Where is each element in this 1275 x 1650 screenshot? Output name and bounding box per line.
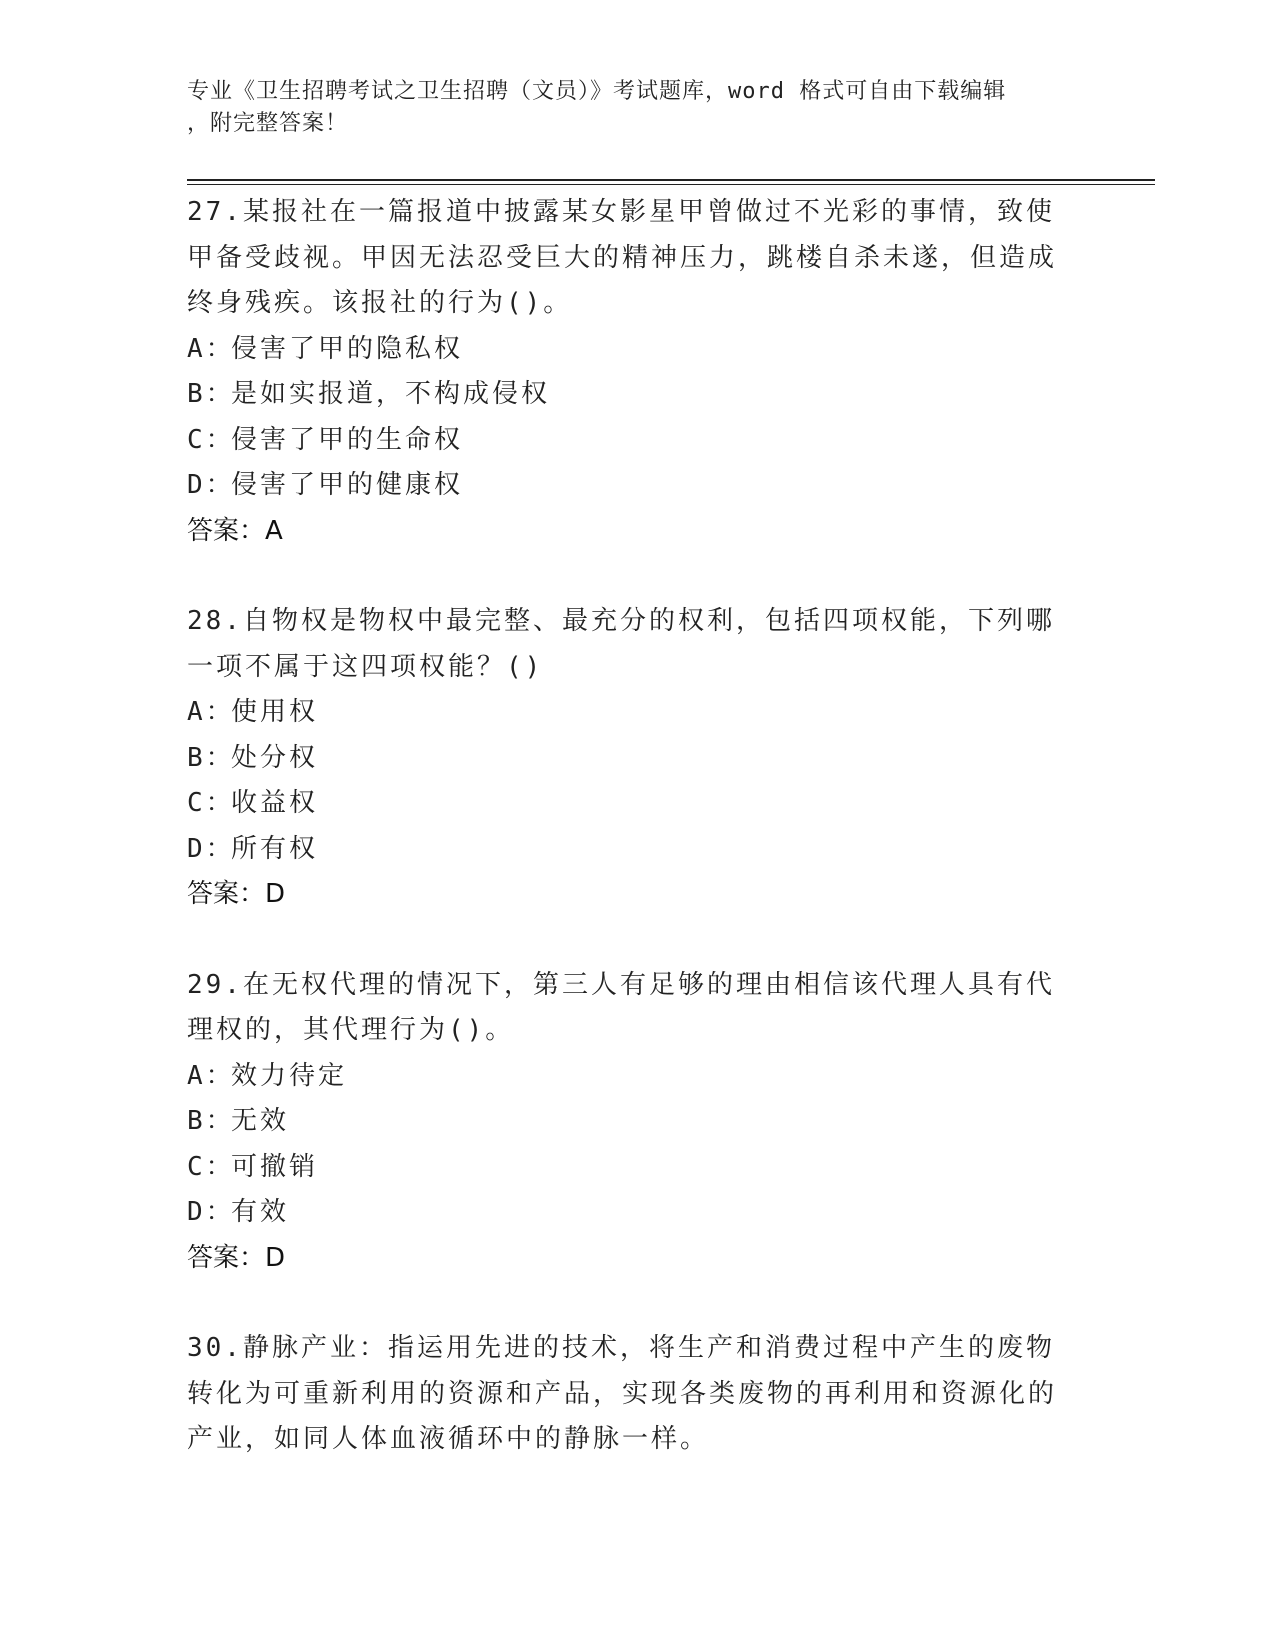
option-key: A： bbox=[187, 1060, 235, 1091]
option-text: 侵害了甲的健康权 bbox=[231, 470, 464, 500]
option-text: 侵害了甲的隐私权 bbox=[231, 333, 464, 364]
option-c bbox=[187, 1145, 1067, 1191]
question-29 bbox=[187, 963, 1067, 1282]
header-line-2: ，附完整答案！ bbox=[187, 111, 349, 136]
option-key: D： bbox=[187, 833, 235, 864]
option-a bbox=[187, 327, 1067, 373]
option-key: B： bbox=[187, 742, 235, 773]
option-key: A： bbox=[187, 333, 235, 364]
option-key: B： bbox=[187, 379, 235, 409]
option-a bbox=[187, 690, 1067, 736]
question-stem: 29.在无权代理的情况下，第三人有足够的理由相信该代理人具有代理权的，其代理行为()。 bbox=[187, 969, 1055, 1045]
question-stem: 30.静脉产业：指运用先进的技术，将生产和消费过程中产生的废物转化为可重新利用的资源和产品，实现各类废物的再利用和资源化的产业，如同人体血液循环中的静脉一样。 bbox=[187, 1333, 1058, 1454]
option-text: 收益权 bbox=[231, 788, 319, 818]
question-27 bbox=[187, 190, 1067, 554]
option-text: 所有权 bbox=[231, 833, 319, 864]
option-text: 效力待定 bbox=[231, 1060, 348, 1091]
question-stem: 28.自物权是物权中最完整、最充分的权利，包括四项权能，下列哪一项不属于这四项权能？() bbox=[187, 606, 1055, 682]
answer-line: 答案：A bbox=[187, 515, 283, 546]
option-key: C： bbox=[187, 788, 235, 818]
option-text: 侵害了甲的生命权 bbox=[231, 424, 464, 455]
answer-line: 答案：D bbox=[187, 1242, 286, 1273]
option-key: D： bbox=[187, 1197, 235, 1227]
option-key: C： bbox=[187, 424, 235, 455]
question-stem: 27.某报社在一篇报道中披露某女影星甲曾做过不光彩的事情，致使甲备受歧视。甲因无法忍受巨大的精神压力，跳楼自杀未遂，但造成终身残疾。该报社的行为()。 bbox=[187, 197, 1058, 318]
question-30 bbox=[187, 1326, 1067, 1463]
question-28 bbox=[187, 599, 1067, 918]
option-c bbox=[187, 781, 1067, 827]
option-key: C： bbox=[187, 1151, 235, 1182]
document-header bbox=[187, 76, 1067, 140]
header-divider-thin bbox=[187, 184, 1155, 185]
question-list bbox=[187, 190, 1067, 1508]
option-text: 是如实报道，不构成侵权 bbox=[231, 379, 551, 409]
option-key: D： bbox=[187, 470, 235, 500]
option-d bbox=[187, 463, 1067, 509]
option-key: B： bbox=[187, 1106, 235, 1136]
option-text: 可撤销 bbox=[231, 1151, 319, 1182]
option-text: 使用权 bbox=[231, 697, 319, 727]
option-b bbox=[187, 1099, 1067, 1145]
option-text: 处分权 bbox=[231, 742, 319, 773]
option-b bbox=[187, 736, 1067, 782]
option-b bbox=[187, 372, 1067, 418]
option-c bbox=[187, 418, 1067, 464]
answer-line: 答案：D bbox=[187, 879, 286, 909]
option-key: A： bbox=[187, 697, 235, 727]
header-line-1: 专业《卫生招聘考试之卫生招聘（文员）》考试题库，word 格式可自由下载编辑 bbox=[187, 79, 1007, 104]
option-d bbox=[187, 1190, 1067, 1236]
option-text: 有效 bbox=[231, 1197, 290, 1227]
option-text: 无效 bbox=[231, 1106, 290, 1136]
header-divider-thick bbox=[187, 179, 1155, 181]
option-d bbox=[187, 827, 1067, 873]
option-a bbox=[187, 1054, 1067, 1100]
